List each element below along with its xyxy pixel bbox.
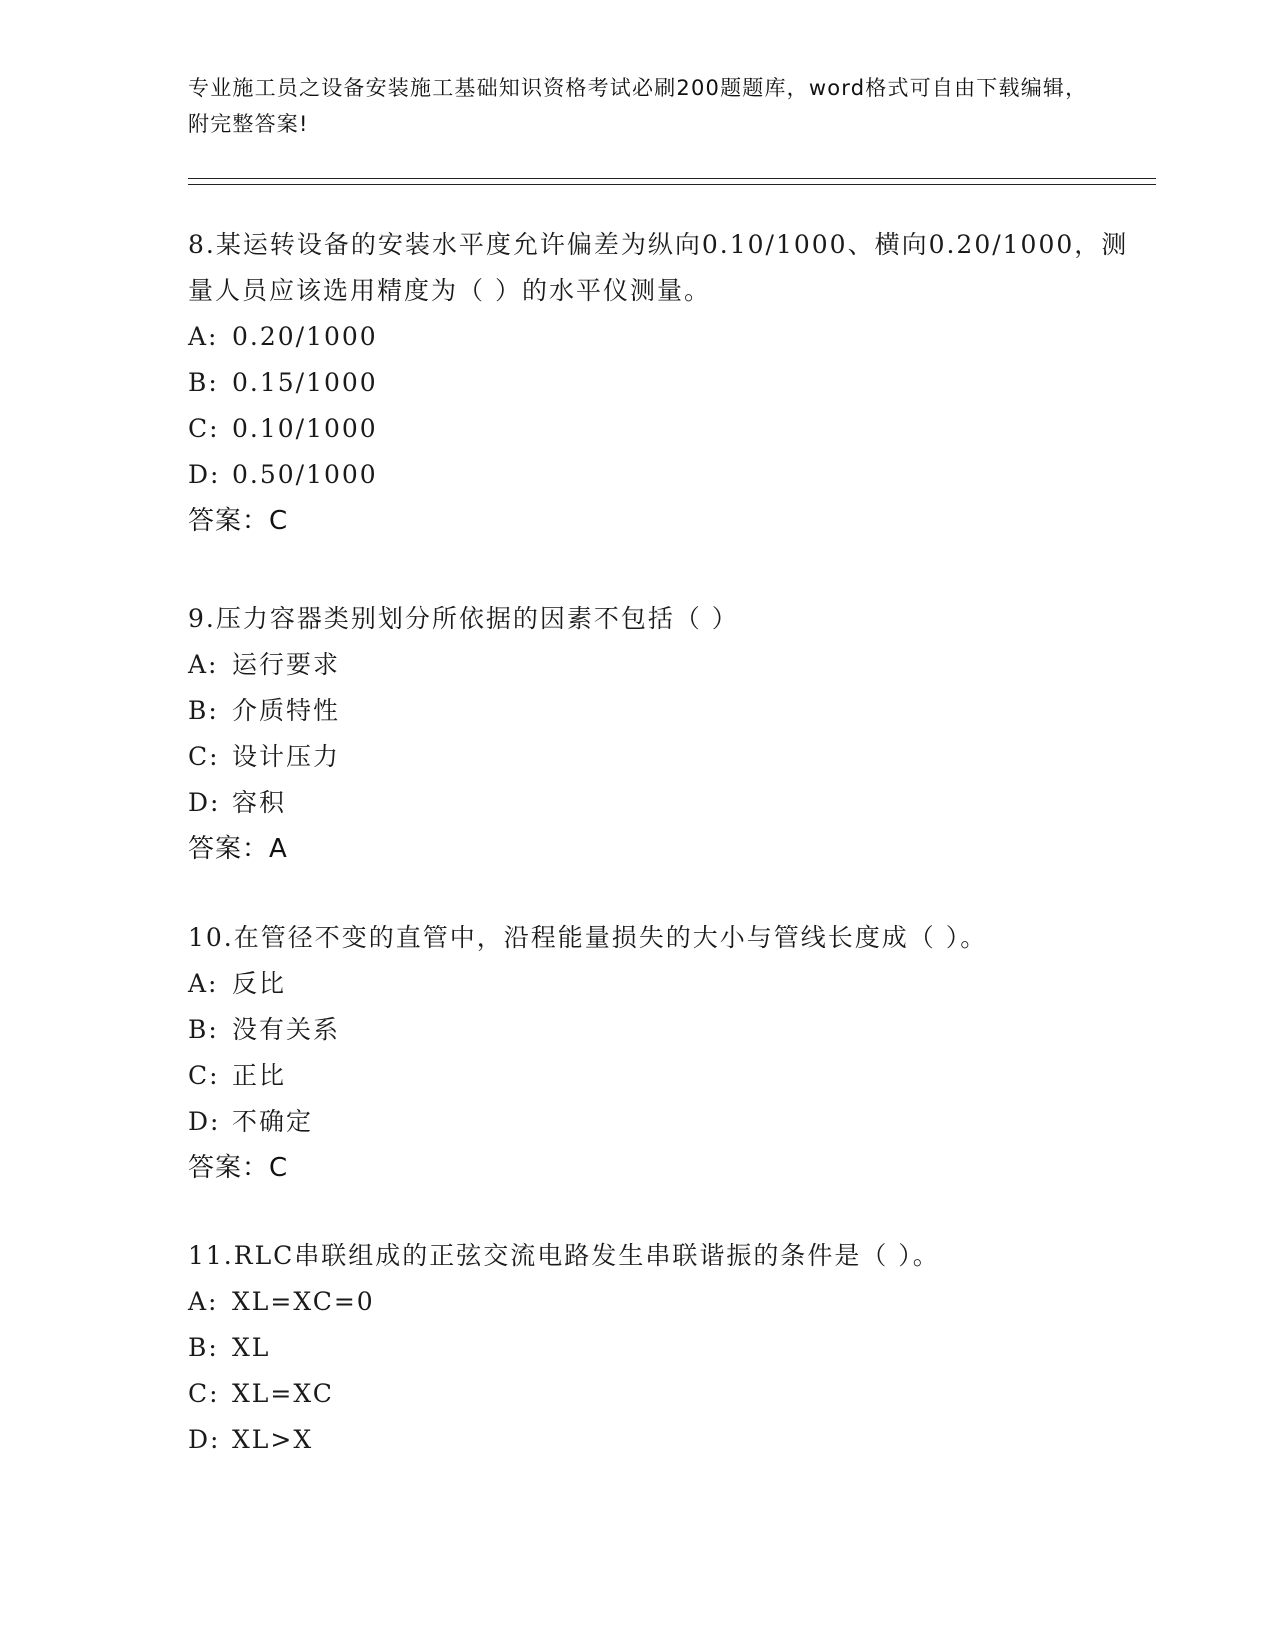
option-letter: C:	[188, 742, 220, 771]
option-letter: A:	[188, 650, 219, 679]
option-c	[188, 1371, 1188, 1417]
option-letter: B:	[188, 368, 219, 397]
option-letter: B:	[188, 1015, 219, 1044]
page-header: 专业施工员之设备安装施工基础知识资格考试必刷200题题库，word格式可自由下载编辑，附完整答案!	[188, 76, 1088, 136]
option-b	[188, 688, 1188, 734]
option-text: 运行要求	[232, 650, 341, 679]
option-text: 没有关系	[232, 1015, 341, 1044]
option-c	[188, 734, 1188, 780]
option-text: XL=XC	[232, 1379, 334, 1408]
option-d	[188, 452, 1188, 498]
option-d	[188, 780, 1188, 826]
option-a	[188, 314, 1188, 360]
option-letter: D:	[188, 460, 221, 489]
option-text: XL>X	[232, 1425, 314, 1454]
option-text: 0.15/1000	[232, 368, 378, 397]
option-a	[188, 961, 1188, 1007]
option-letter: C:	[188, 1061, 220, 1090]
answer-line: 答案：C	[188, 1153, 289, 1183]
option-letter: D:	[188, 788, 221, 817]
question-8	[188, 222, 1188, 544]
option-text: XL=XC=0	[232, 1287, 375, 1316]
option-b	[188, 1007, 1188, 1053]
option-text: 0.50/1000	[232, 460, 378, 489]
question-stem: 9.压力容器类别划分所依据的因素不包括（ ）	[188, 604, 739, 633]
answer-line: 答案：A	[188, 834, 288, 864]
option-letter: C:	[188, 414, 220, 443]
question-stem: 8.某运转设备的安装水平度允许偏差为纵向0.10/1000、横向0.20/1000，测量人员应该选用精度为（ ）的水平仪测量。	[188, 230, 1129, 305]
option-d	[188, 1099, 1188, 1145]
option-text: 正比	[232, 1061, 287, 1090]
option-a	[188, 1279, 1188, 1325]
option-a	[188, 642, 1188, 688]
option-b	[188, 1325, 1188, 1371]
option-b	[188, 360, 1188, 406]
question-stem: 11.RLC串联组成的正弦交流电路发生串联谐振的条件是（ ）。	[188, 1241, 940, 1270]
option-text: 容积	[232, 788, 287, 817]
option-letter: B:	[188, 696, 219, 725]
option-text: 0.20/1000	[232, 322, 378, 351]
option-letter: A:	[188, 969, 219, 998]
question-11	[188, 1233, 1188, 1463]
option-c	[188, 406, 1188, 452]
option-d	[188, 1417, 1188, 1463]
question-10	[188, 915, 1188, 1191]
option-text: XL	[232, 1333, 271, 1362]
option-letter: A:	[188, 1287, 219, 1316]
option-letter: C:	[188, 1379, 220, 1408]
option-text: 0.10/1000	[232, 414, 378, 443]
option-letter: B:	[188, 1333, 219, 1362]
option-letter: D:	[188, 1425, 221, 1454]
option-letter: A:	[188, 322, 219, 351]
option-text: 反比	[232, 969, 287, 998]
question-9	[188, 596, 1188, 872]
option-text: 设计压力	[232, 742, 341, 771]
option-text: 介质特性	[232, 696, 341, 725]
question-stem: 10.在管径不变的直管中，沿程能量损失的大小与管线长度成（ ）。	[188, 923, 988, 952]
header-divider	[188, 178, 1156, 185]
answer-line: 答案：C	[188, 506, 289, 536]
option-c	[188, 1053, 1188, 1099]
option-letter: D:	[188, 1107, 221, 1136]
option-text: 不确定	[232, 1107, 314, 1136]
